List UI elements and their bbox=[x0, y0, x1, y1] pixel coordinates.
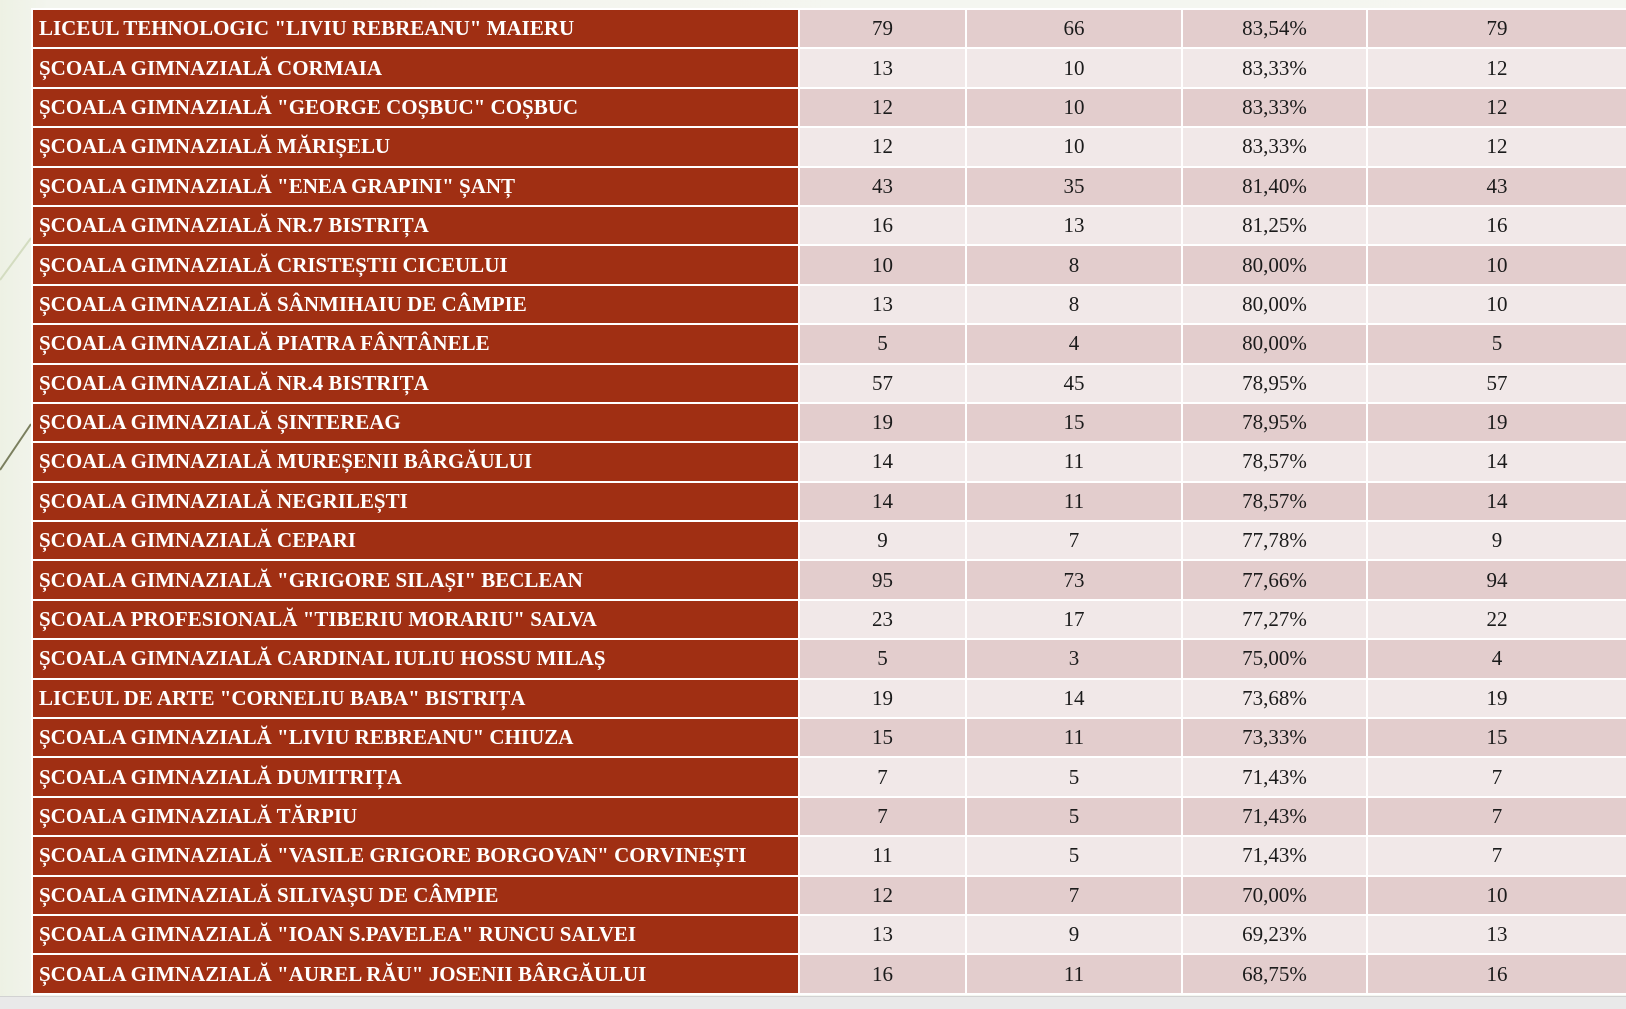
value-cell-2: 17 bbox=[966, 600, 1182, 639]
value-cell-2: 3 bbox=[966, 639, 1182, 678]
value-cell-2: 8 bbox=[966, 245, 1182, 284]
value-cell-4: 10 bbox=[1367, 876, 1626, 915]
percent-cell: 83,33% bbox=[1182, 127, 1367, 166]
value-cell-4: 7 bbox=[1367, 836, 1626, 875]
value-cell-1: 13 bbox=[799, 285, 966, 324]
value-cell-1: 79 bbox=[799, 9, 966, 48]
value-cell-4: 12 bbox=[1367, 48, 1626, 87]
value-cell-1: 12 bbox=[799, 876, 966, 915]
value-cell-1: 5 bbox=[799, 639, 966, 678]
table-row bbox=[32, 797, 1626, 836]
table-row bbox=[32, 915, 1626, 954]
school-name-cell: ȘCOALA GIMNAZIALĂ CORMAIA bbox=[32, 48, 799, 87]
table-row bbox=[32, 403, 1626, 442]
value-cell-1: 7 bbox=[799, 797, 966, 836]
value-cell-4: 22 bbox=[1367, 600, 1626, 639]
table-row bbox=[32, 167, 1626, 206]
value-cell-4: 57 bbox=[1367, 364, 1626, 403]
percent-cell: 77,27% bbox=[1182, 600, 1367, 639]
value-cell-1: 5 bbox=[799, 324, 966, 363]
value-cell-1: 13 bbox=[799, 48, 966, 87]
table-row bbox=[32, 127, 1626, 166]
value-cell-4: 16 bbox=[1367, 954, 1626, 993]
school-name-cell: ȘCOALA GIMNAZIALĂ NEGRILEȘTI bbox=[32, 482, 799, 521]
percent-cell: 77,66% bbox=[1182, 560, 1367, 599]
value-cell-2: 8 bbox=[966, 285, 1182, 324]
value-cell-2: 66 bbox=[966, 9, 1182, 48]
value-cell-1: 43 bbox=[799, 167, 966, 206]
value-cell-2: 73 bbox=[966, 560, 1182, 599]
school-name-cell: ȘCOALA GIMNAZIALĂ "LIVIU REBREANU" CHIUZA bbox=[32, 718, 799, 757]
value-cell-1: 12 bbox=[799, 127, 966, 166]
percent-cell: 71,43% bbox=[1182, 757, 1367, 796]
value-cell-1: 7 bbox=[799, 757, 966, 796]
table-row bbox=[32, 364, 1626, 403]
value-cell-4: 43 bbox=[1367, 167, 1626, 206]
value-cell-1: 10 bbox=[799, 245, 966, 284]
percent-cell: 78,57% bbox=[1182, 482, 1367, 521]
value-cell-2: 5 bbox=[966, 836, 1182, 875]
school-name-cell: ȘCOALA GIMNAZIALĂ NR.4 BISTRIȚA bbox=[32, 364, 799, 403]
value-cell-1: 95 bbox=[799, 560, 966, 599]
value-cell-4: 13 bbox=[1367, 915, 1626, 954]
school-name-cell: ȘCOALA GIMNAZIALĂ MUREȘENII BÂRGĂULUI bbox=[32, 442, 799, 481]
school-name-cell: ȘCOALA PROFESIONALĂ "TIBERIU MORARIU" SALVA bbox=[32, 600, 799, 639]
percent-cell: 69,23% bbox=[1182, 915, 1367, 954]
value-cell-4: 79 bbox=[1367, 9, 1626, 48]
percent-cell: 80,00% bbox=[1182, 324, 1367, 363]
table-row bbox=[32, 442, 1626, 481]
value-cell-4: 15 bbox=[1367, 718, 1626, 757]
table-row bbox=[32, 88, 1626, 127]
percent-cell: 77,78% bbox=[1182, 521, 1367, 560]
value-cell-4: 9 bbox=[1367, 521, 1626, 560]
value-cell-4: 16 bbox=[1367, 206, 1626, 245]
school-name-cell: ȘCOALA GIMNAZIALĂ DUMITRIȚA bbox=[32, 757, 799, 796]
value-cell-2: 15 bbox=[966, 403, 1182, 442]
value-cell-4: 4 bbox=[1367, 639, 1626, 678]
value-cell-2: 7 bbox=[966, 876, 1182, 915]
table-row bbox=[32, 639, 1626, 678]
value-cell-2: 11 bbox=[966, 482, 1182, 521]
value-cell-2: 11 bbox=[966, 954, 1182, 993]
value-cell-4: 94 bbox=[1367, 560, 1626, 599]
percent-cell: 81,25% bbox=[1182, 206, 1367, 245]
results-table bbox=[31, 8, 1626, 995]
percent-cell: 83,33% bbox=[1182, 48, 1367, 87]
percent-cell: 68,75% bbox=[1182, 954, 1367, 993]
school-name-cell: ȘCOALA GIMNAZIALĂ "GEORGE COȘBUC" COȘBUC bbox=[32, 88, 799, 127]
school-name-cell: LICEUL DE ARTE "CORNELIU BABA" BISTRIȚA bbox=[32, 679, 799, 718]
school-name-cell: ȘCOALA GIMNAZIALĂ TĂRPIU bbox=[32, 797, 799, 836]
table-row bbox=[32, 560, 1626, 599]
percent-cell: 83,54% bbox=[1182, 9, 1367, 48]
percent-cell: 73,68% bbox=[1182, 679, 1367, 718]
value-cell-1: 19 bbox=[799, 679, 966, 718]
value-cell-2: 10 bbox=[966, 88, 1182, 127]
school-name-cell: ȘCOALA GIMNAZIALĂ "AUREL RĂU" JOSENII BÂRGĂULUI bbox=[32, 954, 799, 993]
value-cell-2: 14 bbox=[966, 679, 1182, 718]
value-cell-4: 10 bbox=[1367, 285, 1626, 324]
table-row bbox=[32, 521, 1626, 560]
school-name-cell: ȘCOALA GIMNAZIALĂ ȘINTEREAG bbox=[32, 403, 799, 442]
value-cell-1: 57 bbox=[799, 364, 966, 403]
value-cell-1: 16 bbox=[799, 206, 966, 245]
value-cell-2: 35 bbox=[966, 167, 1182, 206]
school-name-cell: ȘCOALA GIMNAZIALĂ "GRIGORE SILAȘI" BECLEAN bbox=[32, 560, 799, 599]
table-row bbox=[32, 757, 1626, 796]
value-cell-2: 11 bbox=[966, 718, 1182, 757]
school-name-cell: ȘCOALA GIMNAZIALĂ CEPARI bbox=[32, 521, 799, 560]
table-row bbox=[32, 285, 1626, 324]
table-row bbox=[32, 954, 1626, 993]
value-cell-1: 15 bbox=[799, 718, 966, 757]
table-row bbox=[32, 245, 1626, 284]
value-cell-4: 14 bbox=[1367, 482, 1626, 521]
table-row bbox=[32, 9, 1626, 48]
value-cell-4: 12 bbox=[1367, 127, 1626, 166]
value-cell-1: 16 bbox=[799, 954, 966, 993]
school-name-cell: ȘCOALA GIMNAZIALĂ "VASILE GRIGORE BORGOVAN" CORVINEȘTI bbox=[32, 836, 799, 875]
table-row bbox=[32, 600, 1626, 639]
value-cell-2: 11 bbox=[966, 442, 1182, 481]
percent-cell: 78,57% bbox=[1182, 442, 1367, 481]
value-cell-1: 23 bbox=[799, 600, 966, 639]
table-row bbox=[32, 206, 1626, 245]
value-cell-2: 13 bbox=[966, 206, 1182, 245]
value-cell-4: 19 bbox=[1367, 679, 1626, 718]
value-cell-4: 7 bbox=[1367, 797, 1626, 836]
percent-cell: 83,33% bbox=[1182, 88, 1367, 127]
percent-cell: 78,95% bbox=[1182, 403, 1367, 442]
table-row bbox=[32, 482, 1626, 521]
school-name-cell: ȘCOALA GIMNAZIALĂ SILIVAȘU DE CÂMPIE bbox=[32, 876, 799, 915]
school-name-cell: ȘCOALA GIMNAZIALĂ "ENEA GRAPINI" ȘANȚ bbox=[32, 167, 799, 206]
school-name-cell: ȘCOALA GIMNAZIALĂ "IOAN S.PAVELEA" RUNCU SALVEI bbox=[32, 915, 799, 954]
value-cell-2: 4 bbox=[966, 324, 1182, 363]
value-cell-1: 11 bbox=[799, 836, 966, 875]
percent-cell: 75,00% bbox=[1182, 639, 1367, 678]
percent-cell: 71,43% bbox=[1182, 836, 1367, 875]
value-cell-4: 12 bbox=[1367, 88, 1626, 127]
value-cell-1: 19 bbox=[799, 403, 966, 442]
value-cell-4: 5 bbox=[1367, 324, 1626, 363]
value-cell-4: 7 bbox=[1367, 757, 1626, 796]
school-name-cell: ȘCOALA GIMNAZIALĂ SÂNMIHAIU DE CÂMPIE bbox=[32, 285, 799, 324]
school-name-cell: ȘCOALA GIMNAZIALĂ MĂRIȘELU bbox=[32, 127, 799, 166]
value-cell-4: 14 bbox=[1367, 442, 1626, 481]
value-cell-2: 45 bbox=[966, 364, 1182, 403]
table-row bbox=[32, 48, 1626, 87]
table-row bbox=[32, 324, 1626, 363]
school-name-cell: ȘCOALA GIMNAZIALĂ PIATRA FÂNTÂNELE bbox=[32, 324, 799, 363]
value-cell-1: 9 bbox=[799, 521, 966, 560]
value-cell-2: 5 bbox=[966, 757, 1182, 796]
value-cell-4: 10 bbox=[1367, 245, 1626, 284]
value-cell-2: 9 bbox=[966, 915, 1182, 954]
value-cell-1: 14 bbox=[799, 482, 966, 521]
percent-cell: 81,40% bbox=[1182, 167, 1367, 206]
value-cell-4: 19 bbox=[1367, 403, 1626, 442]
bottom-scroll-strip bbox=[0, 996, 1626, 1009]
percent-cell: 78,95% bbox=[1182, 364, 1367, 403]
value-cell-2: 5 bbox=[966, 797, 1182, 836]
table-row bbox=[32, 836, 1626, 875]
school-name-cell: ȘCOALA GIMNAZIALĂ NR.7 BISTRIȚA bbox=[32, 206, 799, 245]
table-row bbox=[32, 718, 1626, 757]
school-name-cell: ȘCOALA GIMNAZIALĂ CRISTEȘTII CICEULUI bbox=[32, 245, 799, 284]
value-cell-1: 14 bbox=[799, 442, 966, 481]
value-cell-1: 12 bbox=[799, 88, 966, 127]
table-row bbox=[32, 876, 1626, 915]
value-cell-2: 10 bbox=[966, 127, 1182, 166]
value-cell-2: 10 bbox=[966, 48, 1182, 87]
school-name-cell: LICEUL TEHNOLOGIC "LIVIU REBREANU" MAIERU bbox=[32, 9, 799, 48]
school-name-cell: ȘCOALA GIMNAZIALĂ CARDINAL IULIU HOSSU MILAȘ bbox=[32, 639, 799, 678]
percent-cell: 73,33% bbox=[1182, 718, 1367, 757]
percent-cell: 71,43% bbox=[1182, 797, 1367, 836]
value-cell-2: 7 bbox=[966, 521, 1182, 560]
percent-cell: 70,00% bbox=[1182, 876, 1367, 915]
table-row bbox=[32, 679, 1626, 718]
value-cell-1: 13 bbox=[799, 915, 966, 954]
percent-cell: 80,00% bbox=[1182, 285, 1367, 324]
percent-cell: 80,00% bbox=[1182, 245, 1367, 284]
